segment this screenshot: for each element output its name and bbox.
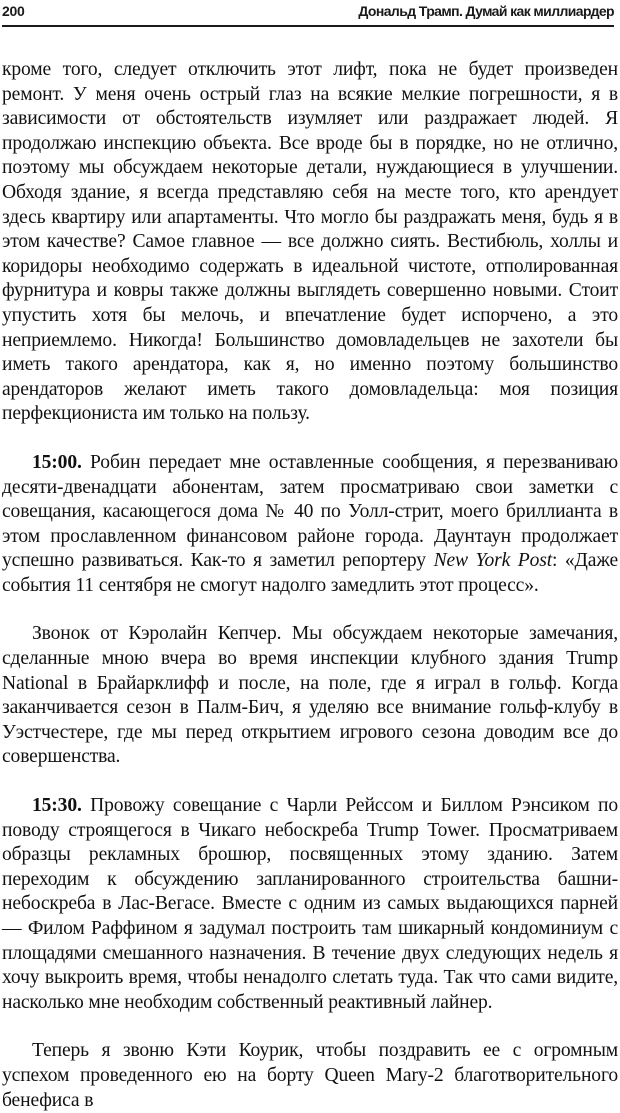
publication-name: New York Post <box>433 550 553 572</box>
body-text <box>2 58 618 1113</box>
paragraph-text: Теперь я звоню Кэти Коурик, чтобы поздравить ее с огромным успехом проведенного ею на борту Queen Mary-2 благотворительного бенефиса в <box>2 1040 618 1111</box>
time-stamp: 15:30. <box>32 795 82 817</box>
paragraph-lift-inspection <box>2 58 618 427</box>
running-title: Дональд Трамп. Думай как миллиардер <box>358 3 614 19</box>
paragraph-1500 <box>2 451 618 599</box>
paragraph-call-kepcher <box>2 622 618 770</box>
page-number: 200 <box>2 3 25 19</box>
paragraph-text: : «Даже события 11 сентября не смогут надолго замедлить этот процесс». <box>2 550 618 596</box>
paragraph-1530 <box>2 794 618 1015</box>
paragraph-text: кроме того, следует отключить этот лифт, пока не будет произведен ремонт. У меня очень острый глаз на всякие мелкие погрешности, я в зависимости от обстоятельств изумляет или раздражает людей. Я продолжаю инспекцию объекта. Все вроде бы в порядке, но не отлично, поэтому мы обсуждаем некоторые детали, нуждающиеся в улучшении. Обходя здание, я всегда представляю себя на месте того, кто арендует здесь квартиру или апартаменты. Что могло бы раздражать меня, будь я в этом качестве? Самое главное — все должно сиять. Вестибюль, холлы и коридоры необходимо содержать в идеальной чистоте, отполированная фурнитура и ковры также должны выглядеть совершенно новыми. Стоит упустить хотя бы мелочь, и впечатление будет испорчено, а это неприемлемо. Никогда! Большинство домовладельцев не захотели бы иметь такого арендатора, как я, но именно поэтому большинство арендаторов желают иметь такого домовладельца: моя позиция перфекциониста им только на пользу. <box>2 59 618 425</box>
header-rule <box>2 25 614 27</box>
page-header <box>2 3 614 23</box>
paragraph-text: Звонок от Кэролайн Кепчер. Мы обсуждаем некоторые замечания, сделанные мною вчера во время инспекции клубного здания Trump National в Брайарклифф и после, на поле, где я играл в гольф. Когда заканчивается сезон в Палм-Бич, я уделяю все внимание гольф-клубу в Уэстчестере, где мы перед открытием игрового сезона доводим все до совершенства. <box>2 623 618 768</box>
time-stamp: 15:00. <box>32 451 82 473</box>
paragraph-text: Робин передает мне оставленные сообщения, я перезваниваю десяти-двенадцати абонентам, затем просматриваю свои заметки с совещания, касающегося дома № 40 по Уолл-стрит, моего бриллианта в этом прославленном финансовом районе города. Даунтаун продолжает успешно развиваться. Как-то я заметил репортеру <box>2 451 618 572</box>
paragraph-text: Провожу совещание с Чарли Рейссом и Биллом Рэнсиком по поводу строящегося в Чикаго небоскреба Trump Tower. Просматриваем образцы рекламных брошюр, посвященных этому зданию. Затем переходим к обсуждению запланированного строительства башни-небоскреба в Лас-Вегасе. Вместе с одним из самых выдающихся парней — Филом Раффином я задумал построить там шикарный кондоминиум с площадями смешанного назначения. В течение двух следующих недель я хочу выкроить время, чтобы ненадолго слетать туда. Так что сами видите, насколько мне необходим собственный реактивный лайнер. <box>2 795 618 1013</box>
paragraph-call-couric <box>2 1039 618 1113</box>
